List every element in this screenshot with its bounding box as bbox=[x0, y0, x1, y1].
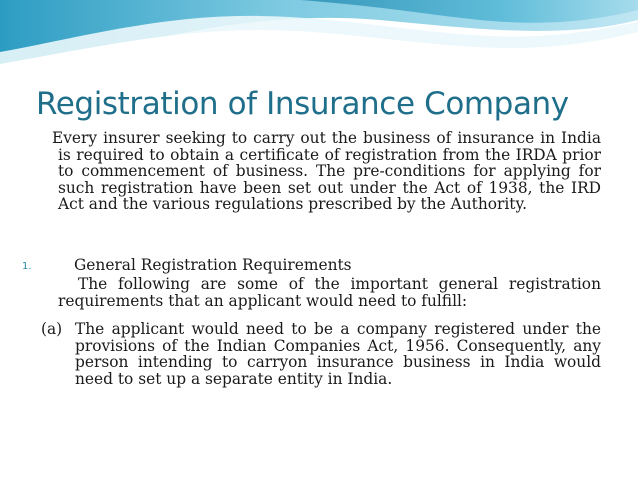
requirements-intro-paragraph bbox=[58, 276, 601, 309]
intro-lead-word: Every bbox=[52, 129, 98, 147]
lettered-list-marker: (a) bbox=[41, 320, 63, 338]
header-wave-decoration bbox=[0, 0, 638, 90]
intro-paragraph bbox=[52, 129, 601, 213]
numbered-list-text: General Registration Requirements bbox=[74, 256, 352, 274]
requirements-lead-word: The bbox=[78, 275, 108, 293]
slide-title: Registration of Insurance Company bbox=[36, 86, 569, 122]
numbered-list-marker: 1. bbox=[22, 261, 32, 272]
requirements-intro-text: following are some of the important general registration requirements that an applicant would need to fulfill: bbox=[58, 275, 601, 310]
intro-text: insurer seeking to carry out the business of insurance in India is required to obtain a certificate of registration from the IRDA prior to commencement of business. The pre-conditions for applying for such registration have been set out under the Act of 1938, the IRD Act and the various regulations prescribed by the Authority. bbox=[58, 129, 601, 213]
lettered-list-text: The applicant would need to be a company registered under the provisions of the Indian Companies Act, 1956. Consequently, any person intending to carryon insurance business in India would need to set up a separate entity in India. bbox=[75, 320, 601, 388]
